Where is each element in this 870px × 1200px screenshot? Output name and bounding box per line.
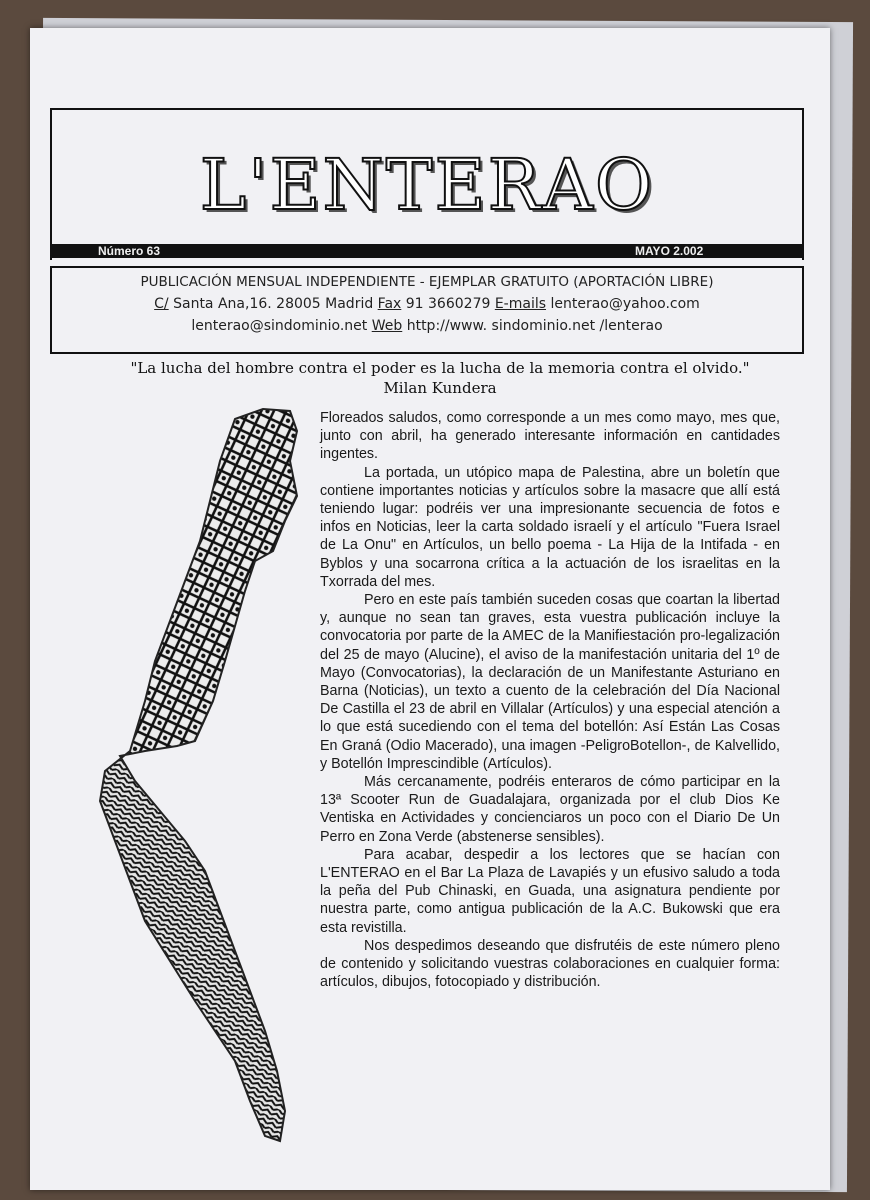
keffiyeh-map-icon <box>85 401 310 1146</box>
issue-number: Número 63 <box>98 244 161 258</box>
issue-bar <box>50 244 804 258</box>
editorial-paragraph: Pero en este país también suceden cosas que coartan la libertad y, aunque no sean tan graves, esta vuestra publicación incluye la convocatoria por parte de la AMEC de la Manifiestación pro-legalización del 25 de mayo (Alucine), el aviso de la manifestación unitaria del 1º de Mayo (Convocatorias), la declaración de un Manifestante Asturiano en Barna (Noticias), un texto a cuento de la celebración del Día Nacional De Castilla el 23 de abril en Villalar (Artículos) y una especial atención a lo que está sucediendo con el tema del botellón: Así Están Las Cosas En Graná (Odio Macerado), una imagen -PeligroBotellon-, de Kalvellido, y Botellón Imprescindible (Artículos). <box>320 592 780 772</box>
contact-line-1 <box>52 296 802 312</box>
editorial-text <box>320 409 780 992</box>
newsletter-title: L'ENTERAO <box>199 144 655 226</box>
epigraph <box>90 358 790 398</box>
editorial-paragraph: Nos despedimos deseando que disfrutéis de este número pleno de contenido y solicitando vuestras colaboraciones en cualquier forma: artículos, dibujos, fotocopiado y distribución. <box>320 937 780 991</box>
address-label: C/ <box>154 296 169 312</box>
emails-label: E-mails <box>494 296 547 312</box>
editorial-paragraph: Floreados saludos, como corresponde a un mes como mayo, mes que, junto con abril, ha generado interesante información en cantidades ingentes. <box>320 410 780 463</box>
masthead <box>50 108 804 260</box>
address: Santa Ana,16. 28005 Madrid <box>168 296 378 312</box>
email-1: lenterao@yahoo.com <box>546 296 700 312</box>
quote-author: Milan Kundera <box>383 379 497 397</box>
editorial-paragraph: Para acabar, despedir a los lectores que se hacían con L'ENTERAO en el Bar La Plaza de Lavapiés y un efusivo saludo a toda la peña del Pub Chinaski, en Guada, una asignatura pendiente por nuestra parte, como antigua publicación de la A.C. Bukowski que era esta revistilla. <box>320 846 780 936</box>
editorial-paragraph: Más cercanamente, podréis enteraros de cómo participar en la 13ª Scooter Run de Guadalajara, organizada por el club Dios Ke Ventiska en Actividades y concienciaros un poco con el Diario De Un Perro en Zona Verde (abstenerse sensibles). <box>320 774 780 845</box>
fax-label: Fax <box>377 296 402 312</box>
issue-date: MAYO 2.002 <box>635 244 704 258</box>
contact-line-2 <box>52 318 802 334</box>
quote-text: "La lucha del hombre contra el poder es la lucha de la memoria contra el olvido." <box>130 359 750 377</box>
palestine-map-illustration <box>85 401 310 1146</box>
email-2: lenterao@sindominio.net <box>191 318 372 334</box>
editorial-paragraph: La portada, un utópico mapa de Palestina, abre un boletín que contiene importantes noticias y artículos sobre la masacre que allí está teniendo lugar: podréis ver una impresionante secuencia de fotos e infos en Noticias, leer la carta soldado israelí y el artículo "Fuera Israel de La Onu" en Artículos, un bello poema - La Hija de la Intifada - en Byblos y una socarrona crítica a la actuación de los israelitas en la Txorrada del mes. <box>320 464 780 590</box>
fax-number: 91 3660279 <box>401 296 495 312</box>
web-address: http://www. sindominio.net /lenterao <box>402 318 663 334</box>
newsletter-page <box>30 28 830 1190</box>
publication-description: PUBLICACIÓN MENSUAL INDEPENDIENTE - EJEMPLAR GRATUITO (APORTACIÓN LIBRE) <box>140 274 714 290</box>
contact-box <box>50 266 804 354</box>
web-label: Web <box>371 318 403 334</box>
